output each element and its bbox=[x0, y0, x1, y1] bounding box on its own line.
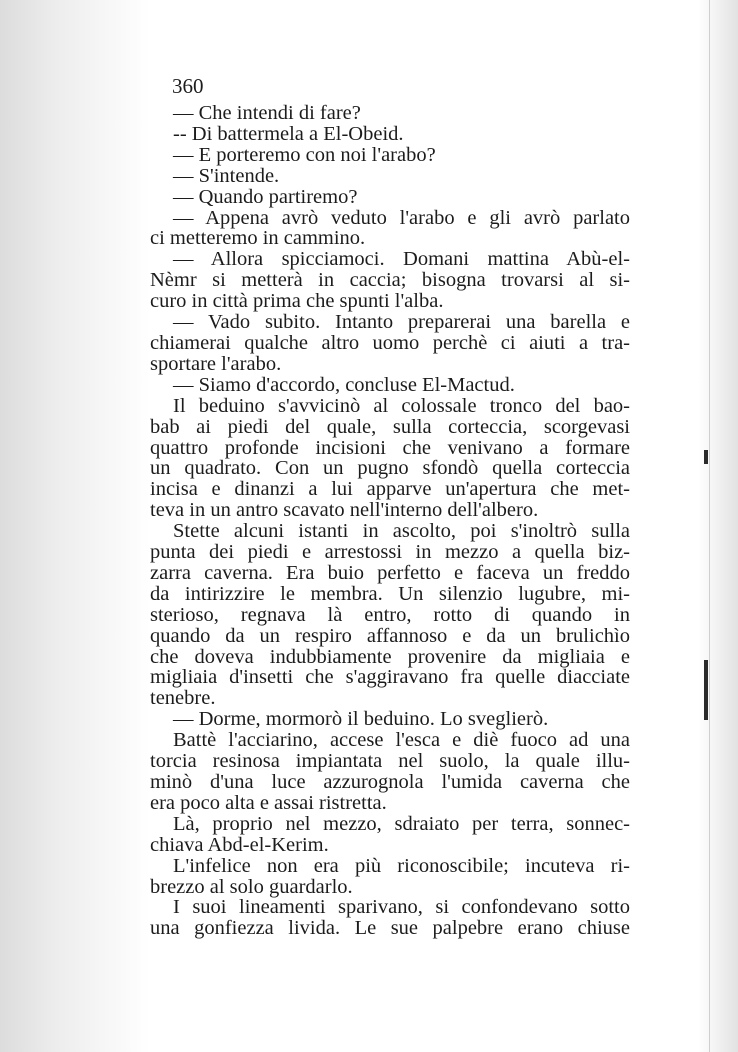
text-line: tenebre. bbox=[150, 687, 216, 710]
text-line: L'infelice non era più riconoscibile; incuteva ri- bbox=[173, 854, 630, 877]
text-line: — E porteremo con noi l'arabo? bbox=[173, 143, 436, 166]
text-line: zarra caverna. Era buio perfetto e faceva un freddo bbox=[150, 561, 630, 584]
text-line: Là, proprio nel mezzo, sdraiato per terra, sonnec- bbox=[173, 812, 630, 835]
text-line: — Siamo d'accordo, concluse El-Mactud. bbox=[173, 373, 515, 396]
text-line: bab ai piedi del quale, sulla corteccia, scorgevasi bbox=[150, 415, 630, 438]
text-line: sterioso, regnava là entro, rotto di quando in bbox=[150, 603, 630, 626]
text-line: ci metteremo in cammino. bbox=[150, 227, 366, 250]
text-line: Il beduino s'avvicinò al colossale tronco del bao- bbox=[173, 394, 630, 417]
text-line: — Quando partiremo? bbox=[173, 185, 358, 208]
text-line: minò d'una luce azzurognola l'umida caverna che bbox=[150, 771, 630, 793]
edge-mark bbox=[704, 660, 708, 720]
text-line: -- Di battermela a El-Obeid. bbox=[173, 122, 404, 145]
text-line: brezzo al solo guardarlo. bbox=[150, 875, 353, 898]
text-line: — Allora spicciamoci. Domani mattina Abù-el- bbox=[173, 248, 630, 271]
text-line: — Che intendi di fare? bbox=[173, 102, 361, 124]
text-line: che doveva indubbiamente provenire da migliaia e bbox=[150, 645, 630, 668]
text-line: un quadrato. Con un pugno sfondò quella corteccia bbox=[150, 457, 630, 480]
page-edge-line bbox=[709, 0, 710, 1052]
edge-mark bbox=[704, 450, 708, 464]
text-line: sportare l'arabo. bbox=[150, 352, 282, 375]
text-line: migliaia d'insetti che s'aggiravano fra quelle diacciate bbox=[150, 666, 630, 689]
text-line: — Dorme, mormorò il beduino. Lo sveglierò. bbox=[173, 708, 549, 731]
text-line: chiava Abd-el-Kerim. bbox=[150, 833, 329, 856]
text-line: quando da un respiro affannoso e da un brulichìo bbox=[150, 624, 630, 647]
text-line: Battè l'acciarino, accese l'esca e diè fuoco ad una bbox=[173, 729, 630, 752]
page-edge-shadow bbox=[698, 0, 738, 1052]
text-line: incisa e dinanzi a lui apparve un'apertura che met- bbox=[150, 478, 630, 501]
text-line: quattro profonde incisioni che venivano a formare bbox=[150, 436, 630, 459]
text-line: torcia resinosa impiantata nel suolo, la quale illu- bbox=[150, 750, 630, 773]
text-line: — Vado subito. Intanto preparerai una barella e bbox=[173, 311, 630, 334]
text-line: curo in città prima che spunti l'alba. bbox=[150, 290, 444, 313]
text-line: Stette alcuni istanti in ascolto, poi s'inoltrò sulla bbox=[173, 520, 630, 543]
text-line: I suoi lineamenti sparivano, si confondevano sotto bbox=[173, 896, 630, 919]
text-line: una gonfiezza livida. Le sue palpebre erano chiuse bbox=[150, 917, 630, 940]
text-line: chiamerai qualche altro uomo perchè ci aiuti a tra- bbox=[150, 331, 630, 354]
text-line: era poco alta e assai ristretta. bbox=[150, 791, 387, 814]
text-line: punta dei piedi e arrestossi in mezzo a quella biz- bbox=[150, 541, 630, 564]
text-line: — S'intende. bbox=[173, 164, 280, 187]
text-line: teva in un antro scavato nell'interno dell'albero. bbox=[150, 499, 539, 522]
page-number: 360 bbox=[172, 74, 204, 98]
binding-gutter-shadow bbox=[0, 0, 150, 1052]
body-text bbox=[150, 103, 630, 939]
text-line: Nèmr si metterà in caccia; bisogna trovarsi al si- bbox=[150, 269, 630, 292]
text-line: da intirizzire le membra. Un silenzio lugubre, mi- bbox=[150, 582, 630, 605]
text-line: — Appena avrò veduto l'arabo e gli avrò parlato bbox=[173, 206, 630, 229]
